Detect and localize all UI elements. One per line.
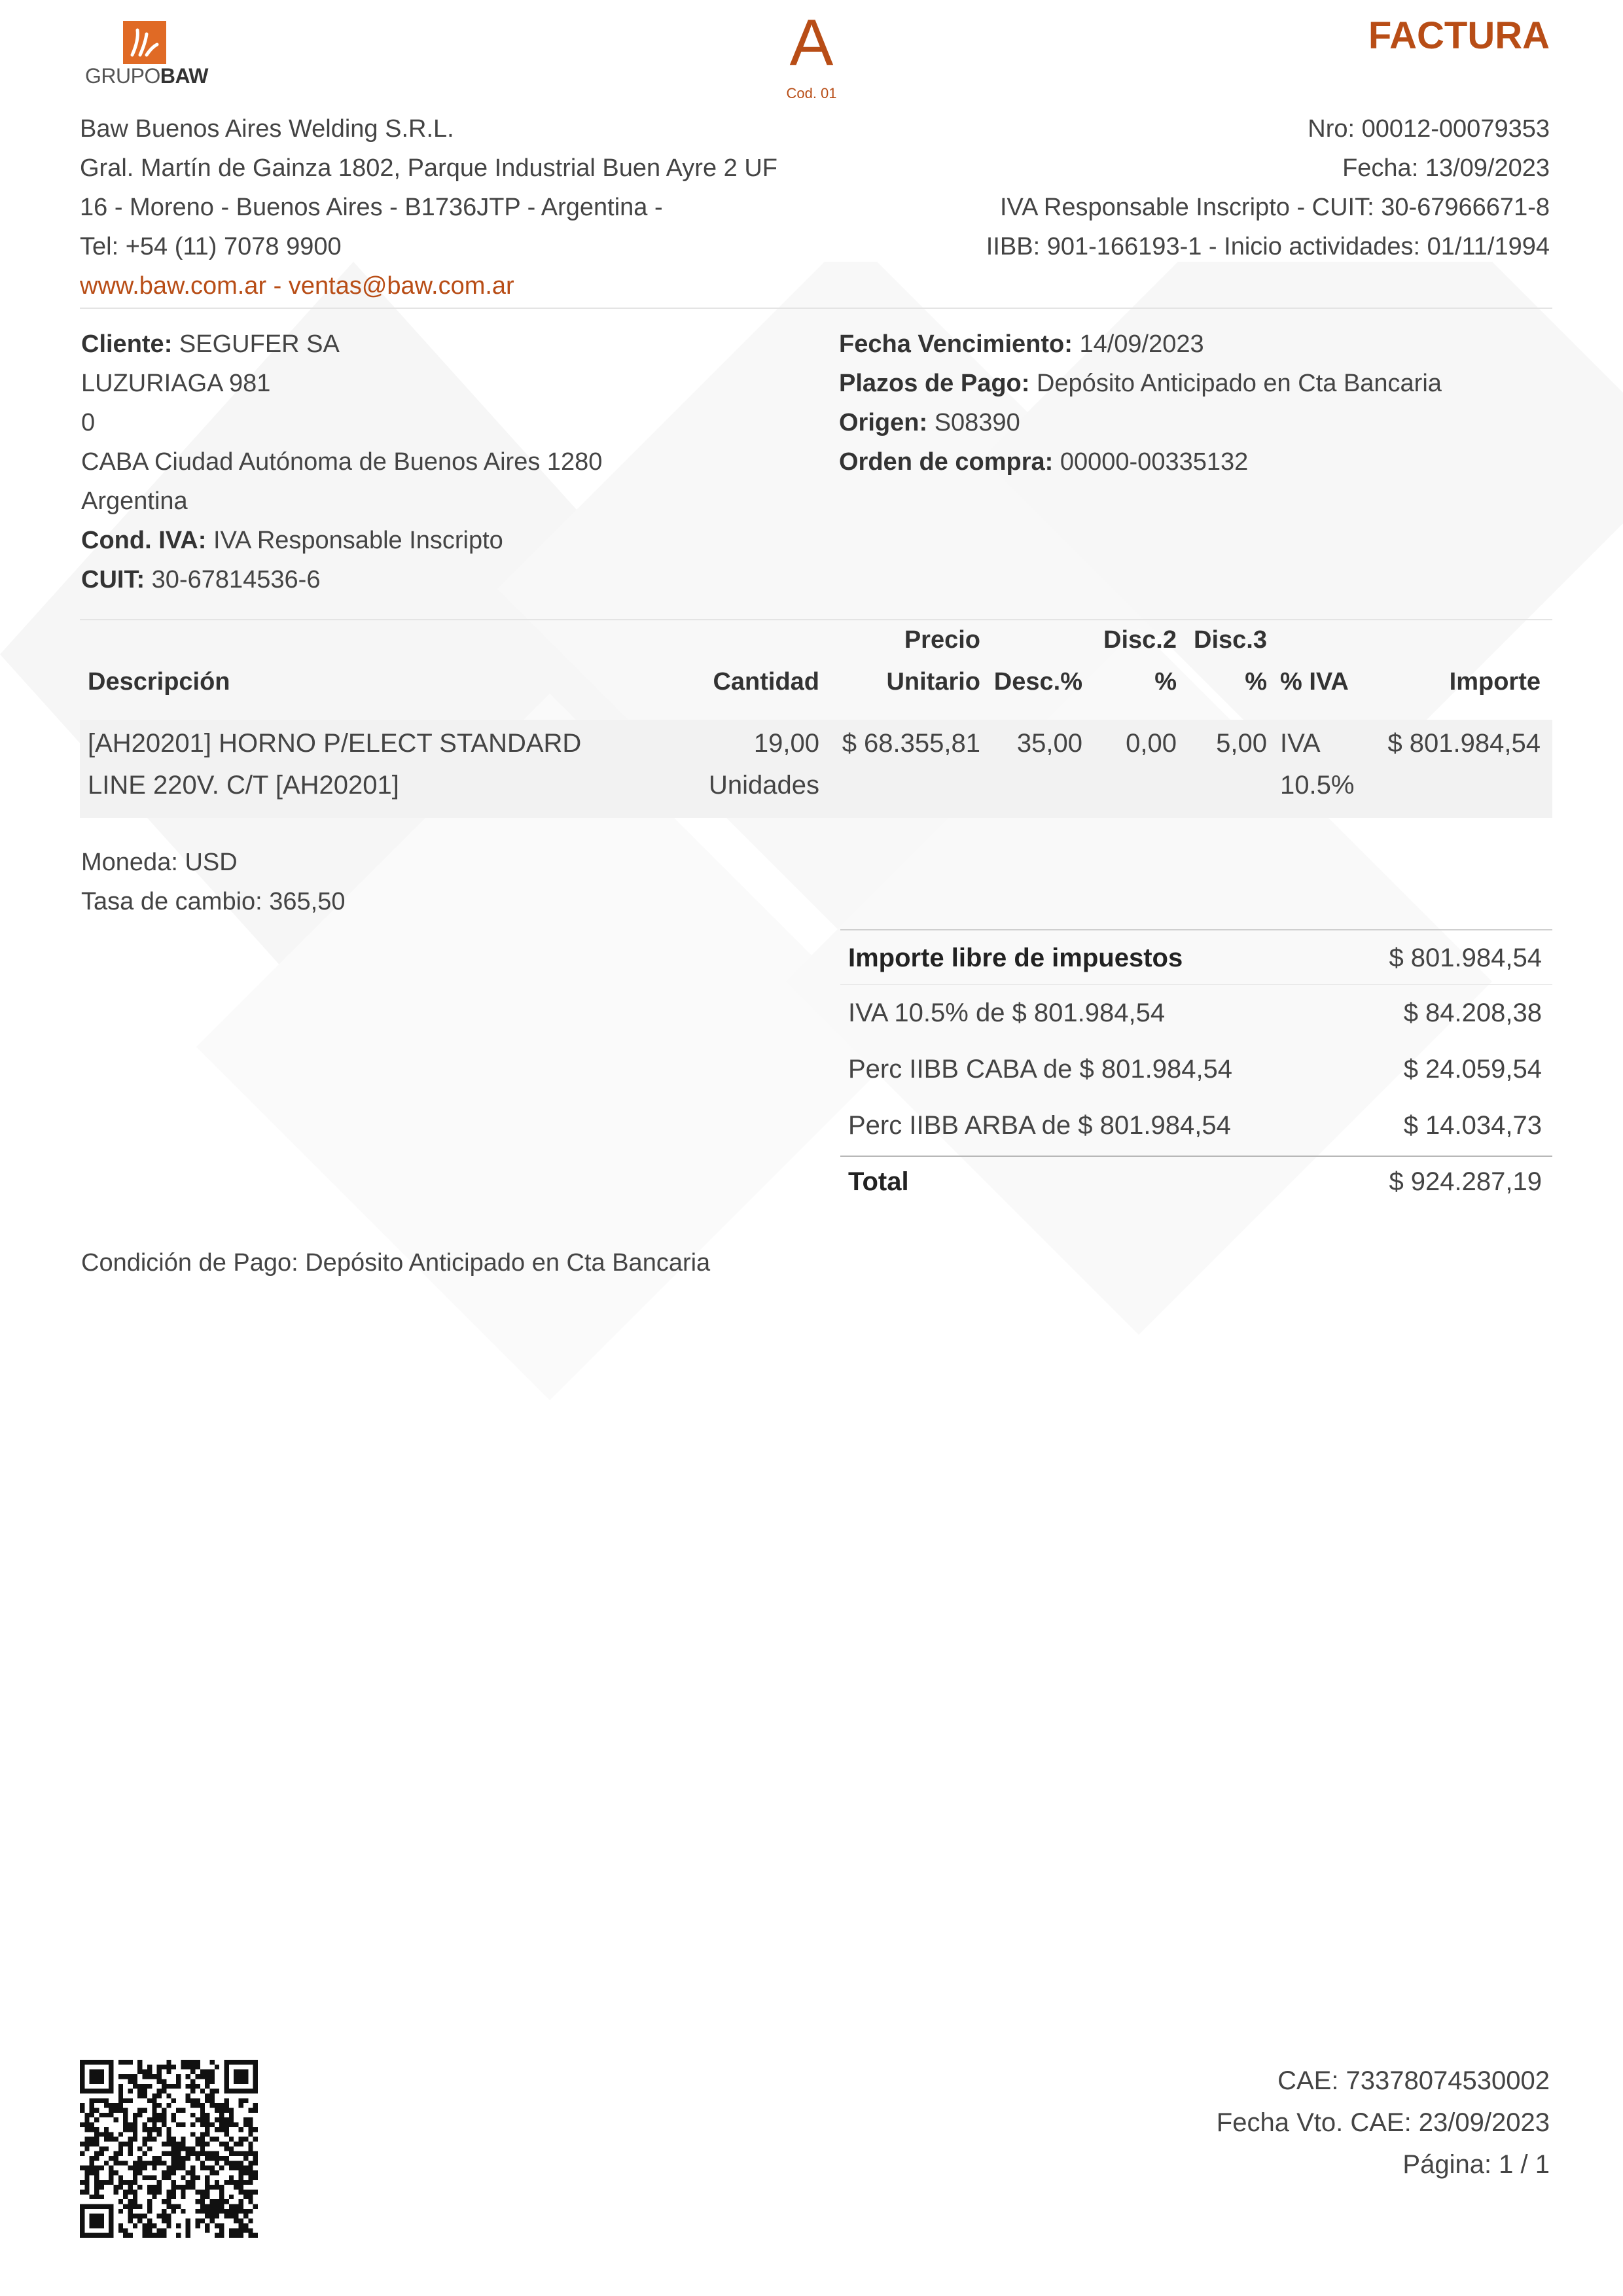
total-label: Total xyxy=(848,1167,909,1196)
client-divider xyxy=(80,619,1552,620)
company-info xyxy=(80,109,777,306)
issuer-tax-status: IVA Responsable Inscripto - CUIT: 30-67966671-8 xyxy=(1000,194,1550,221)
purchase-order-value: 00000-00335132 xyxy=(1060,448,1249,476)
purchase-order-label: Orden de compra: xyxy=(839,448,1054,476)
header-divider xyxy=(80,308,1552,309)
item-unit-price: $ 68.355,81 xyxy=(842,729,980,758)
afip-qr-code[interactable] xyxy=(80,2060,258,2238)
header-price-line2: Unitario xyxy=(886,668,980,696)
client-label: Cliente: xyxy=(81,330,173,358)
total-value: $ 924.287,19 xyxy=(1389,1167,1542,1196)
subtotal-value: $ 801.984,54 xyxy=(1389,944,1542,972)
payment-terms-label: Plazos de Pago: xyxy=(839,370,1030,397)
client-address-line2: 0 xyxy=(81,409,96,436)
company-name: Baw Buenos Aires Welding S.R.L. xyxy=(80,115,454,143)
item-disc2: 0,00 xyxy=(1126,729,1177,758)
origin-value: S08390 xyxy=(934,409,1020,436)
invoice-type-letter: A xyxy=(789,6,834,79)
origin-label: Origen: xyxy=(839,409,928,436)
client-country: Argentina xyxy=(81,487,188,515)
client-iva-label: Cond. IVA: xyxy=(81,527,207,554)
issuer-iibb: IIBB: 901-166193-1 - Inicio actividades: 01/11/1994 xyxy=(986,233,1550,260)
invoice-meta xyxy=(986,109,1550,266)
header-disc3-line2: % xyxy=(1245,668,1267,696)
due-date-value: 14/09/2023 xyxy=(1079,330,1204,358)
terms-block xyxy=(839,325,1442,482)
item-quantity: 19,00 xyxy=(753,729,819,758)
page-number: Página: 1 / 1 xyxy=(1402,2150,1550,2179)
client-street: LUZURIAGA 981 xyxy=(81,370,271,397)
header-price-line1: Precio xyxy=(904,626,980,654)
item-unit: Unidades xyxy=(708,771,819,800)
total-border xyxy=(840,1156,1552,1157)
perc-iibb-caba-label: Perc IIBB CABA de $ 801.984,54 xyxy=(848,1055,1233,1084)
client-cuit-label: CUIT: xyxy=(81,566,145,593)
invoice-type-code: Cod. 01 xyxy=(786,85,837,101)
item-amount: $ 801.984,54 xyxy=(1387,729,1541,758)
subtotal-label: Importe libre de impuestos xyxy=(848,944,1183,972)
header-amount: Importe xyxy=(1449,668,1541,696)
item-description-line1: [AH20201] HORNO P/ELECT STANDARD xyxy=(88,729,582,758)
currency: Moneda: USD xyxy=(81,849,238,876)
client-name: SEGUFER SA xyxy=(179,330,340,358)
invoice-number: Nro: 00012-00079353 xyxy=(1308,115,1550,143)
item-disc3: 5,00 xyxy=(1216,729,1267,758)
iva-value: $ 84.208,38 xyxy=(1403,998,1542,1027)
payment-condition: Condición de Pago: Depósito Anticipado en Cta Bancaria xyxy=(81,1249,711,1277)
client-iva-value: IVA Responsable Inscripto xyxy=(213,527,503,554)
perc-iibb-arba-label: Perc IIBB ARBA de $ 801.984,54 xyxy=(848,1111,1231,1140)
currency-info xyxy=(81,843,346,921)
company-address-line2: 16 - Moreno - Buenos Aires - B1736JTP - Argentina - xyxy=(80,194,663,221)
company-web-email-link[interactable]: www.baw.com.ar - ventas@baw.com.ar xyxy=(80,272,514,300)
header-disc2-line2: % xyxy=(1154,668,1177,696)
cae-number: CAE: 73378074530002 xyxy=(1277,2066,1550,2095)
payment-terms-value: Depósito Anticipado en Cta Bancaria xyxy=(1036,370,1442,397)
company-logo xyxy=(84,18,215,90)
company-phone: Tel: +54 (11) 7078 9900 xyxy=(80,233,342,260)
due-date-label: Fecha Vencimiento: xyxy=(839,330,1073,358)
item-iva-line2: 10.5% xyxy=(1280,771,1355,800)
item-description-line2: LINE 220V. C/T [AH20201] xyxy=(88,771,399,800)
header-disc2-line1: Disc.2 xyxy=(1103,626,1177,654)
document-title: FACTURA xyxy=(1368,14,1550,57)
cae-due-date: Fecha Vto. CAE: 23/09/2023 xyxy=(1216,2108,1550,2137)
invoice-date: Fecha: 13/09/2023 xyxy=(1342,154,1550,182)
iva-label: IVA 10.5% de $ 801.984,54 xyxy=(848,998,1166,1027)
totals-top-border xyxy=(840,929,1552,930)
header-description: Descripción xyxy=(88,668,230,696)
company-address-line1: Gral. Martín de Gainza 1802, Parque Industrial Buen Ayre 2 UF xyxy=(80,154,777,182)
baw-logo-icon xyxy=(123,21,166,64)
item-discount: 35,00 xyxy=(1016,729,1082,758)
header-discount: Desc.% xyxy=(993,668,1082,696)
totals-divider xyxy=(840,984,1552,985)
header-disc3-line1: Disc.3 xyxy=(1194,626,1267,654)
client-cuit-value: 30-67814536-6 xyxy=(151,566,321,593)
invoice-footer xyxy=(1217,2060,1550,2185)
header-iva: % IVA xyxy=(1280,668,1349,696)
item-iva-line1: IVA xyxy=(1280,729,1321,758)
perc-iibb-arba-value: $ 14.034,73 xyxy=(1403,1111,1542,1140)
logo-wordmark: GRUPOBAW xyxy=(85,64,208,88)
perc-iibb-caba-value: $ 24.059,54 xyxy=(1403,1055,1542,1084)
client-block xyxy=(81,325,814,599)
header-quantity: Cantidad xyxy=(713,668,819,696)
exchange-rate: Tasa de cambio: 365,50 xyxy=(81,888,346,915)
client-city: CABA Ciudad Autónoma de Buenos Aires 1280 xyxy=(81,448,603,476)
